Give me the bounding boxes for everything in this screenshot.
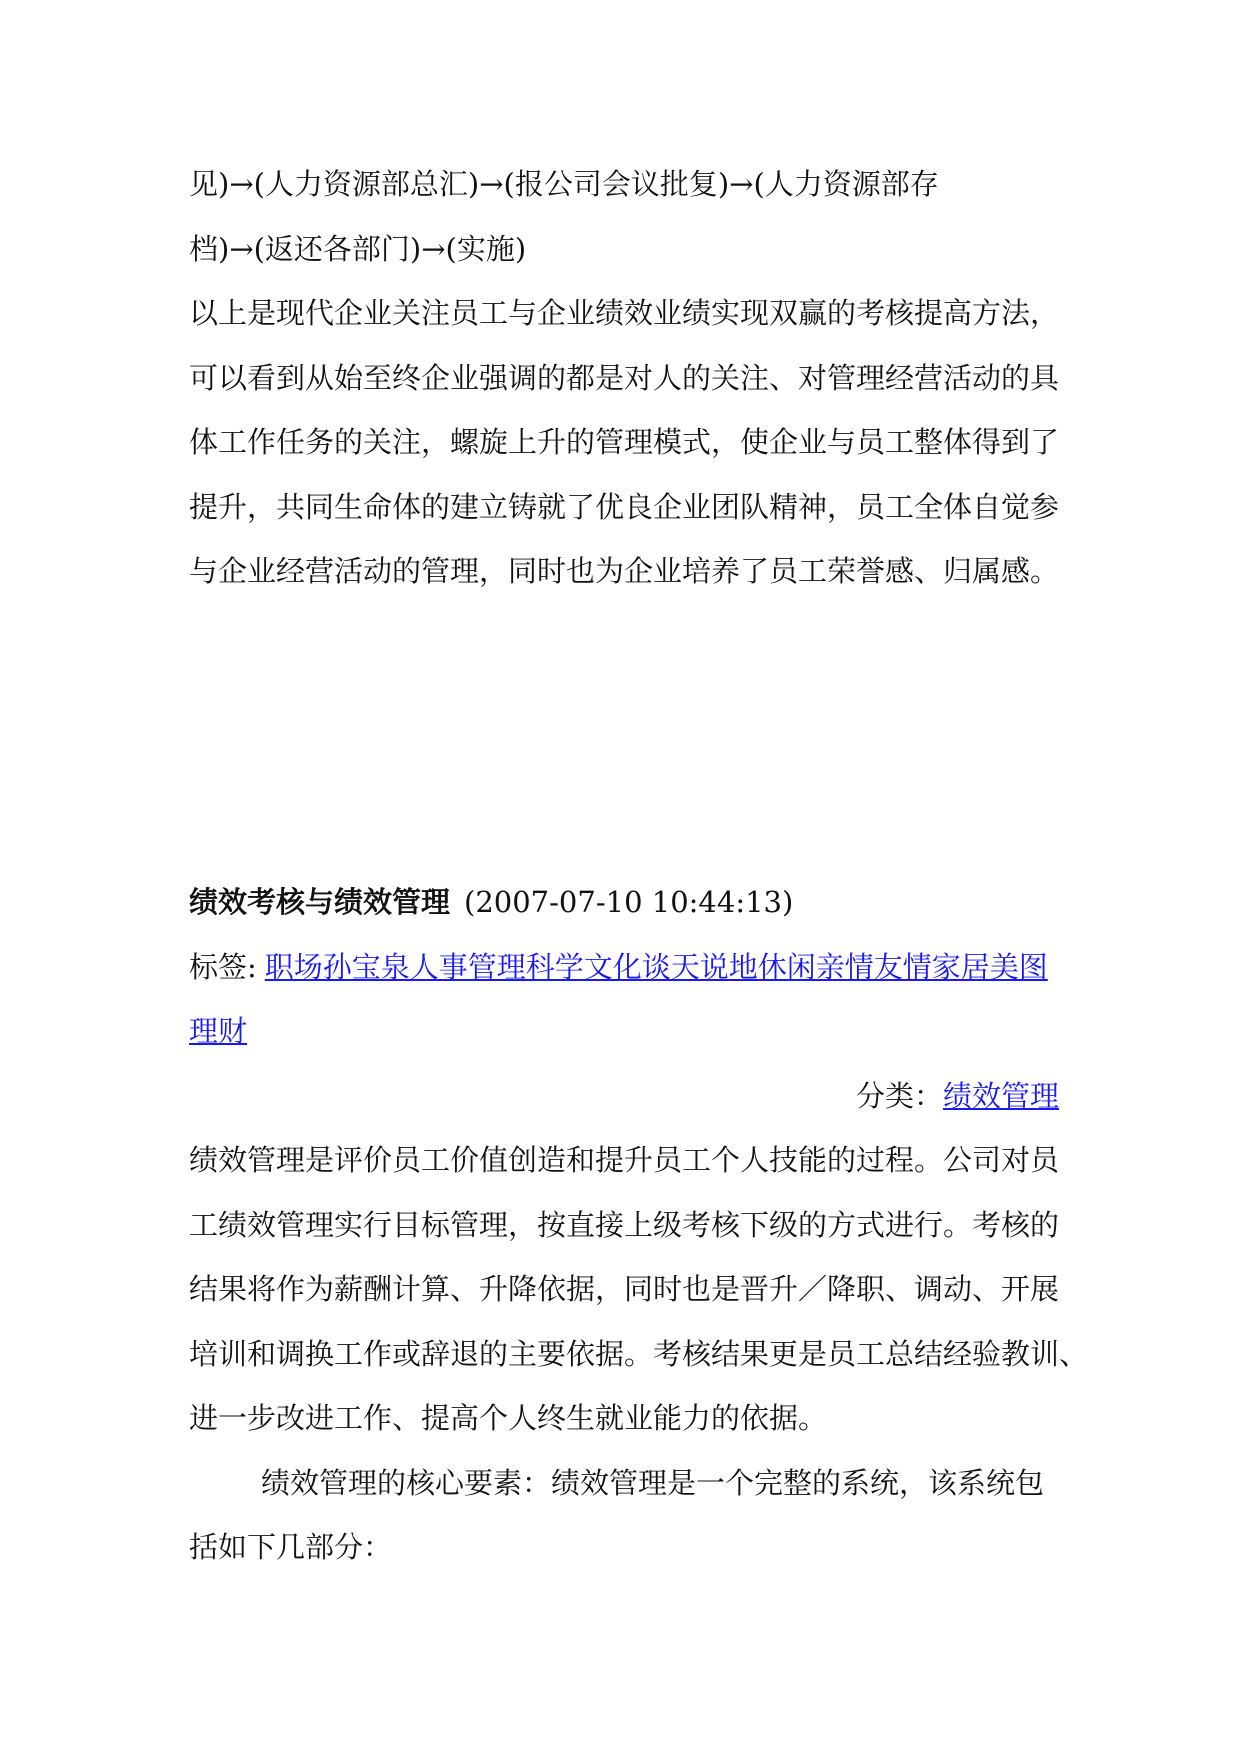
article-date: (2007-07-10 10:44:13) <box>464 885 794 919</box>
text-line: 提升，共同生命体的建立铸就了优良企业团队精神，员工全体自觉参 <box>189 489 1060 524</box>
text-line: 体工作任务的关注，螺旋上升的管理模式，使企业与员工整体得到了 <box>189 425 1060 459</box>
text-line: 进一步改进工作、提高个人终生就业能力的依据。 <box>189 1401 828 1435</box>
text-line: 绩效管理是评价员工价值创造和提升员工个人技能的过程。公司对员 <box>189 1143 1060 1177</box>
text-line: 工绩效管理实行目标管理，按直接上级考核下级的方式进行。考核的 <box>189 1207 1060 1242</box>
text-line: 档)→(返还各部门)→(实施) <box>189 231 527 266</box>
category-label: 分类： <box>855 1078 943 1113</box>
tags-link[interactable]: 职场孙宝泉人事管理科学文化谈天说地休闲亲情友情家居美图 <box>264 949 1048 984</box>
body-paragraph-2 <box>189 1451 1059 1580</box>
text-line: 以上是现代企业关注员工与企业绩效业绩实现双赢的考核提高方法， <box>189 296 1060 330</box>
article-header <box>189 870 1059 935</box>
category-link[interactable]: 绩效管理 <box>942 1078 1059 1113</box>
text-line: 绩效管理的核心要素：绩效管理是一个完整的系统，该系统包 <box>261 1465 1045 1500</box>
text-line: 见)→(人力资源部总汇)→(报公司会议批复)→(人力资源部存 <box>189 167 939 201</box>
body-paragraph-1 <box>189 1128 1089 1451</box>
article-block <box>189 870 1089 1580</box>
tags-label: 标签: <box>189 949 257 984</box>
tags-row <box>189 935 1059 1064</box>
intro-text-block <box>189 152 1059 604</box>
text-line: 培训和调换工作或辞退的主要依据。考核结果更是员工总结经验教训、 <box>189 1336 1089 1371</box>
text-line: 与企业经营活动的管理，同时也为企业培养了员工荣誉感、归属感。 <box>189 554 1060 588</box>
tags-link-continued[interactable]: 理财 <box>189 1014 248 1048</box>
category-row <box>189 1064 1059 1129</box>
text-line: 结果将作为薪酬计算、升降依据，同时也是晋升／降职、调动、开展 <box>189 1272 1060 1306</box>
article-title: 绩效考核与绩效管理 <box>189 885 451 919</box>
text-line: 可以看到从始至终企业强调的都是对人的关注、对管理经营活动的具 <box>189 360 1060 395</box>
text-line: 括如下几部分： <box>189 1530 393 1564</box>
process-paragraph <box>189 152 1059 604</box>
